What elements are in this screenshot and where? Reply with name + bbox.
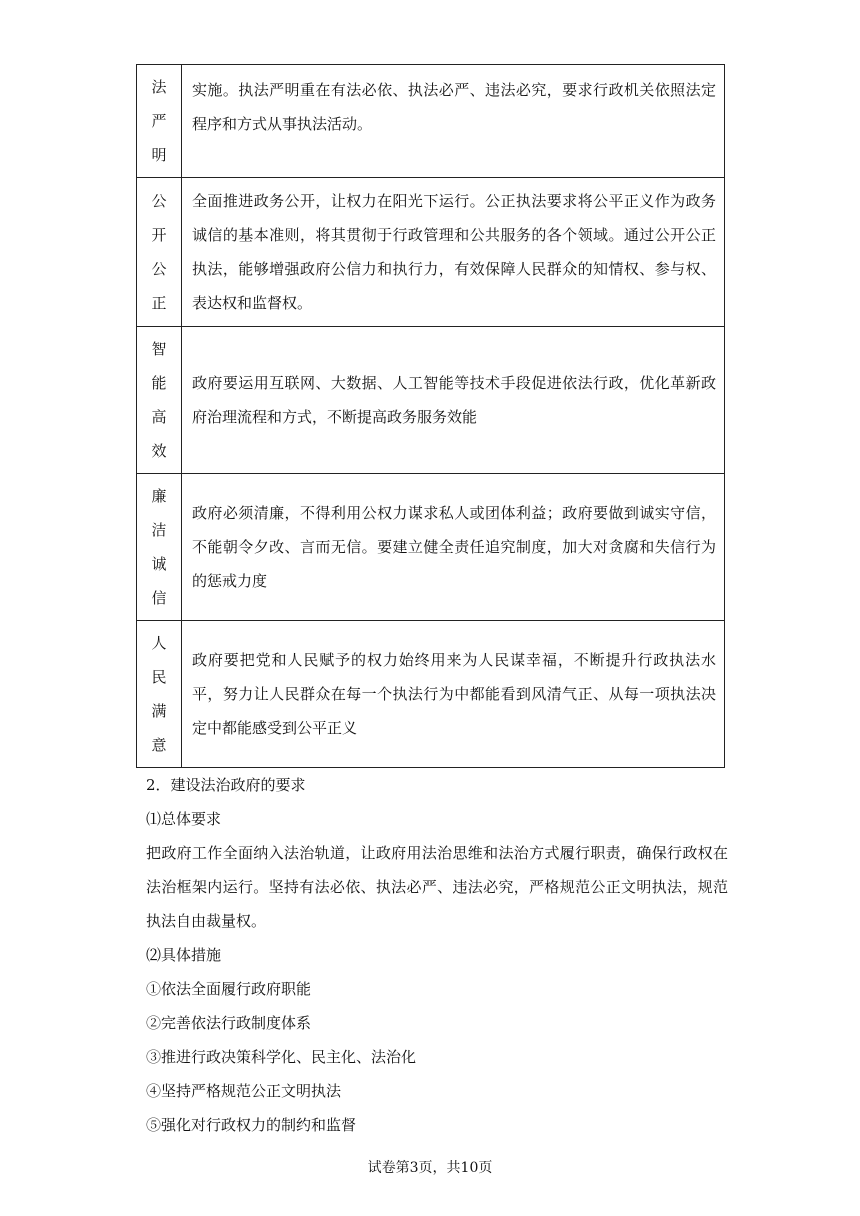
row-content: 政府必须清廉，不得利用公权力谋求私人或团体利益；政府要做到诚实守信，不能朝令夕改、言而无信。要建立健全责任追究制度，加大对贪腐和失信行为的惩戒力度 <box>192 504 716 590</box>
row-heading: 公开公正 <box>151 192 167 312</box>
table-row <box>137 65 725 178</box>
row-content-cell <box>182 621 725 768</box>
row-heading-cell <box>137 621 182 768</box>
section-body <box>146 768 728 1142</box>
section-title: 2．建设法治政府的要求 <box>146 776 306 794</box>
row-content: 实施。执法严明重在有法必依、执法必严、违法必究，要求行政机关依照法定程序和方式从事执法活动。 <box>192 81 716 133</box>
comparison-table <box>136 64 725 768</box>
row-content-cell <box>182 65 725 178</box>
table-row <box>137 178 725 327</box>
general-requirement-paragraph: 把政府工作全面纳入法治轨道，让政府用法治思维和法治方式履行职责，确保行政权在法治框架内运行。坚持有法必依、执法必严、违法必究，严格规范公正文明执法，规范执法自由裁量权。 <box>146 844 728 930</box>
row-content: 全面推进政务公开，让权力在阳光下运行。公正执法要求将公平正义作为政务诚信的基本准则，将其贯彻于行政管理和公共服务的各个领域。通过公开公正执法，能够增强政府公信力和执行力，有效保障人民群众的知情权、参与权、表达权和监督权。 <box>192 192 716 312</box>
list-item: ①依法全面履行政府职能 <box>146 980 312 998</box>
table-row <box>137 474 725 621</box>
row-heading-cell <box>137 327 182 474</box>
row-heading: 廉洁诚信 <box>151 487 167 607</box>
list-item: ④坚持严格规范公正文明执法 <box>146 1082 342 1100</box>
table-row <box>137 327 725 474</box>
list-item: ②完善依法行政制度体系 <box>146 1014 312 1032</box>
table-row <box>137 621 725 768</box>
page-footer: 试卷第3页，共10页 <box>367 1160 493 1176</box>
row-content: 政府要把党和人民赋予的权力始终用来为人民谋幸福，不断提升行政执法水平，努力让人民群众在每一个执法行为中都能看到风清气正、从每一项执法决定中都能感受到公平正义 <box>192 651 716 737</box>
row-heading: 法严明 <box>151 78 167 164</box>
row-heading: 智能高效 <box>151 340 167 460</box>
subsection-heading-measures: ⑵具体措施 <box>146 946 222 964</box>
row-heading-cell <box>137 65 182 178</box>
list-item: ③推进行政决策科学化、民主化、法治化 <box>146 1048 417 1066</box>
row-content-cell <box>182 474 725 621</box>
row-heading-cell <box>137 178 182 327</box>
list-item: ⑤强化对行政权力的制约和监督 <box>146 1116 357 1134</box>
subsection-heading-general: ⑴总体要求 <box>146 810 222 828</box>
row-heading: 人民满意 <box>151 634 167 754</box>
row-content-cell <box>182 178 725 327</box>
row-heading-cell <box>137 474 182 621</box>
row-content-cell <box>182 327 725 474</box>
row-content: 政府要运用互联网、大数据、人工智能等技术手段促进依法行政，优化革新政府治理流程和方式，不断提高政务服务效能 <box>192 374 716 426</box>
